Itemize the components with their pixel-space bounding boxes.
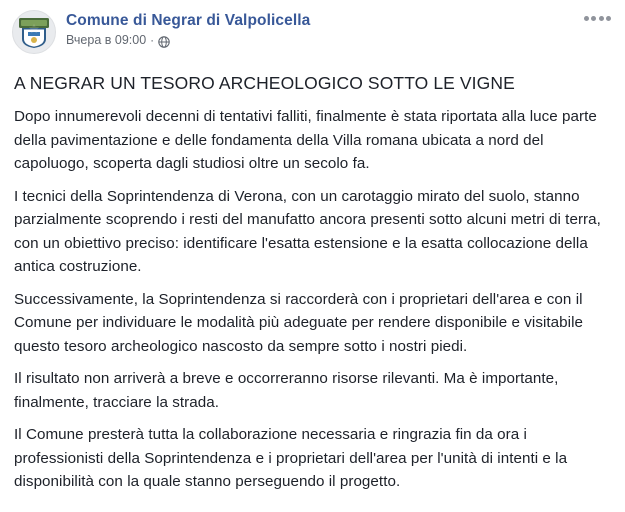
more-options-icon[interactable] <box>584 16 612 21</box>
post-author-name[interactable]: Comune di Negrar di Valpolicella <box>66 12 311 29</box>
post-header <box>0 0 625 54</box>
globe-icon[interactable] <box>158 36 170 48</box>
dot <box>599 16 604 21</box>
dot <box>591 16 596 21</box>
dot <box>584 16 589 21</box>
avatar[interactable] <box>12 10 56 54</box>
post-paragraph: Il risultato non arriverà a breve e occorreranno risorse rilevanti. Ma è importante, finalmente, tracciare la strada. <box>14 370 559 411</box>
town-crest-avatar-icon <box>17 15 51 49</box>
post-headline: A NEGRAR UN TESORO ARCHEOLOGICO SOTTO LE VIGNE <box>14 73 515 93</box>
post-header-text <box>66 10 310 48</box>
post-timestamp[interactable]: Вчера в 09:00 <box>66 33 147 47</box>
dot <box>606 16 611 21</box>
post-meta <box>66 33 310 48</box>
post-paragraph: Dopo innumerevoli decenni di tentativi falliti, finalmente è stata riportata alla luce parte della pavimentazione e delle fondamenta della Villa romana ubicata a nord del capoluogo, scoperta dagli studiosi oltre un secolo fa. <box>14 108 597 172</box>
post-paragraph: Successivamente, la Soprintendenza si raccorderà con i proprietari dell'area e con il Comune per individuare le modalità più adeguate per rendere disponibile e visitabile questo tesoro archeologico nascosto da sempre sotto i nostri piedi. <box>14 290 584 355</box>
post-paragraph: Il Comune presterà tutta la collaborazione necessaria e ringrazia fin da ora i professionisti della Soprintendenza e i proprietari dell'area per l'unità di intenti e la disponibilità con la quale stanno perseguendo il progetto. <box>14 426 568 490</box>
post-body <box>0 54 625 494</box>
meta-separator: · <box>150 33 155 47</box>
post-paragraph: I tecnici della Soprintendenza di Verona, con un carotaggio mirato del suolo, stanno parzialmente scoprendo i resti del manufatto ancora presenti sotto alcuni metri di terra, con un obiettivo preciso: identificare l'esatta estensione e la esatta collocazione della antica costruzione. <box>14 187 601 275</box>
